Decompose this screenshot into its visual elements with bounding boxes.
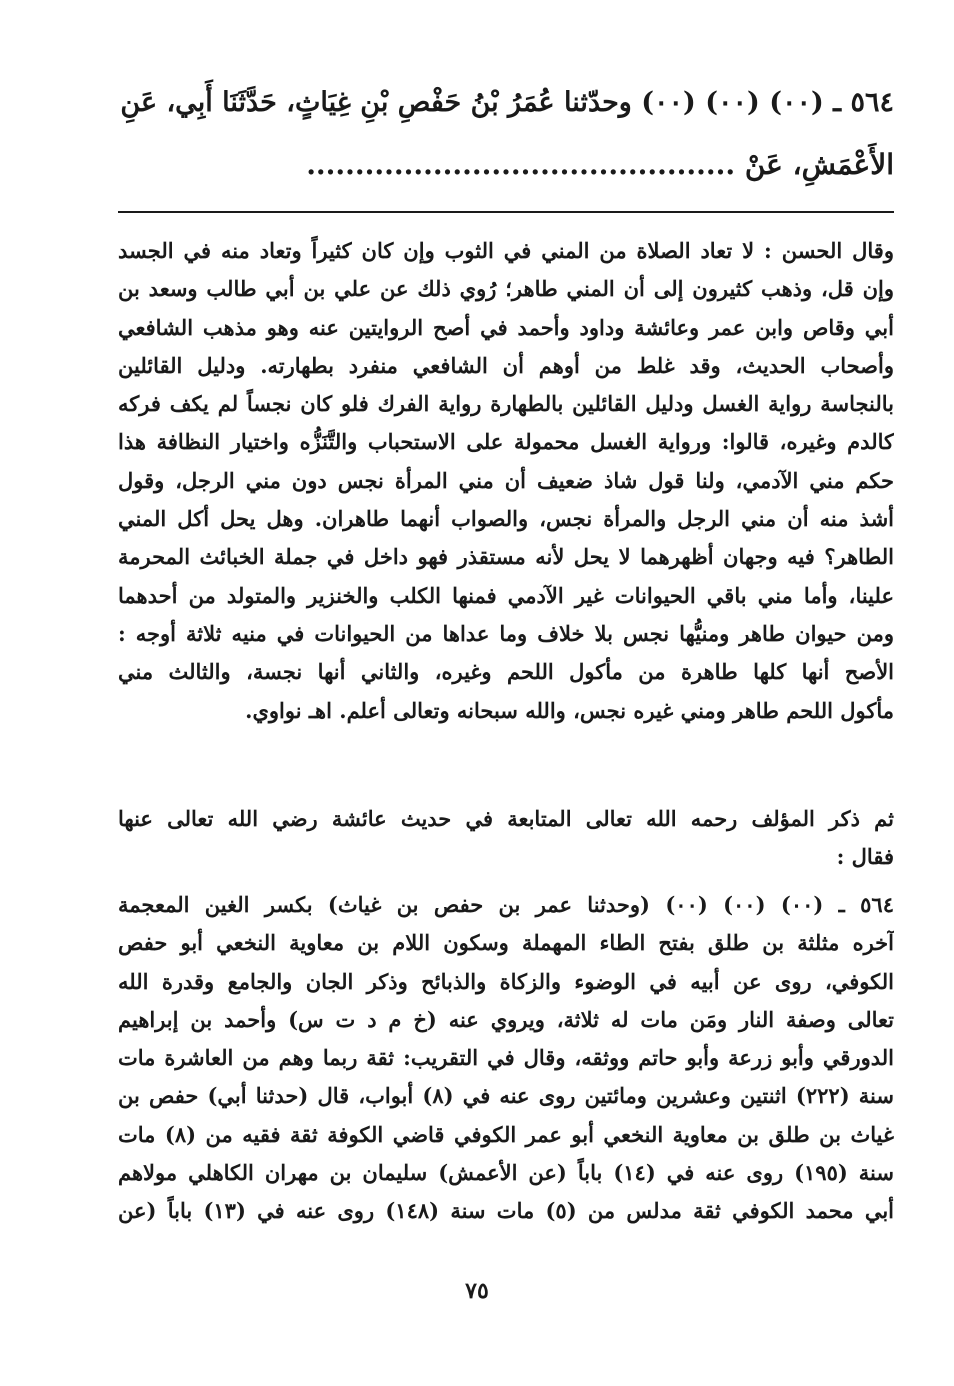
commentary-line: وإن قل، وذهب كثيرون إلى أن المني طاهر؛ رُوي ذلك عن علي بن أبي طالب وسعد بن xyxy=(118,276,894,302)
commentary-line: أشذ منه أن مني الرجل والمرأة نجس، والصواب أنهما طاهران. وهل يحل أكل المني xyxy=(118,506,894,532)
commentary-line: آخره مثلثة بن طلق بفتح الطاء المهملة وسكون اللام بن معاوية النخعي أبو حفص xyxy=(118,930,894,956)
commentary-line: غياث بن طلق بن معاوية النخعي أبو عمر الكوفي قاضي الكوفة ثقة فقيه من (٨) مات xyxy=(118,1121,894,1147)
commentary-line: ٥٦٤ ـ (٠٠) (٠٠) (٠٠) (وحدثنا عمر بن حفص بن غياث) بكسر الغين المعجمة xyxy=(118,892,894,917)
commentary-line: أبي وقاص وابن عمر وعائشة وداود وأحمد في أصح الروايتين عنه وهو مذهب الشافعي xyxy=(118,314,894,340)
nawawi-commentary xyxy=(118,232,894,730)
commentary-line: سنة (١٩٥) روى عنه في (١٤) باباً (عن الأعمش) سليمان بن مهران الكاهلي مولاهم xyxy=(118,1160,894,1186)
commentary-line: الدورقي وأبو زرعة وأبو حاتم ووثقه، وقال في التقريب: ثقة ربما وهم من العاشرة مات xyxy=(118,1045,894,1071)
commentary-line: وأصحاب الحديث، وقد غلط من أوهم أن الشافعي منفرد بطهارته. ودليل القائلين xyxy=(118,352,894,378)
hadith-commentary xyxy=(118,886,894,1231)
commentary-line: تعالى وصفة النار ومَن مات له ثلاثة، ويروي عنه (خ م د ت س) وأحمد بن إبراهيم xyxy=(118,1006,894,1032)
commentary-line: علينا، وأما مني باقي الحيوانات غير الآدمي فمنها الكلب والخنزير والمتولد من أحدهما xyxy=(118,582,894,608)
commentary-line: الطاهر؟ فيه وجهان أظهرهما لا يحل لأنه مستقذر فهو داخل في جملة الخبائث المحرمة xyxy=(118,544,894,570)
hadith-line: الأَعْمَشِ، عَنْ ............................................ xyxy=(306,148,894,181)
hadith-text xyxy=(118,72,894,196)
hadith-line: ٥٦٤ ـ (٠٠) (٠٠) (٠٠) وحدّثنا عُمَرُ بْنُ حَفْصِ بْنِ غِيَاثٍ، حَدَّثَنَا أَبِي، عَنِ xyxy=(120,87,894,118)
section-divider xyxy=(118,211,894,213)
transition-paragraph xyxy=(118,800,894,877)
commentary-line: وقال الحسن : لا تعاد الصلاة من المني في الثوب وإن كان كثيراً وتعاد منه في الجسد xyxy=(118,238,894,263)
commentary-line: الكوفي، روى عن أبيه في الوضوء والزكاة والذبائح وذكر الجان والجامع وقدرة الله xyxy=(118,968,894,994)
commentary-line: الأصح أنها كلها طاهرة من مأكول اللحم وغيره، والثاني أنها نجسة، والثالث مني xyxy=(118,659,894,685)
commentary-line: كالدم وغيره، قالوا: ورواية الغسل محمولة على الاستحباب والتَّنَزُّه واختيار النظافة هذا xyxy=(118,429,894,455)
transition-line: ثم ذكر المؤلف رحمه الله تعالى المتابعة في حديث عائشة رضي الله تعالى عنها xyxy=(118,806,894,831)
page-number: ٧٥ xyxy=(465,1278,489,1304)
transition-line: فقال : xyxy=(836,844,894,870)
commentary-line: بالنجاسة رواية الغسل ودليل القائلين بالطهارة رواية الفرك فلو كان نجساً لم يكف فركه xyxy=(118,391,894,417)
commentary-line: سنة (٢٢٢) اثنتين وعشرين ومائتين روى عنه في (٨) أبواب، قال (حدثنا أبي) حفص بن xyxy=(118,1083,894,1109)
commentary-line: ومن حيوان طاهر ومنيُّها نجس بلا خلاف وما عداها من الحيوانات في منيه ثلاثة أوجه : xyxy=(118,620,894,646)
commentary-line: حكم مني الآدمي، ولنا قول شاذ ضعيف أن مني المرأة نجس دون مني الرجل، وقول xyxy=(118,467,894,493)
commentary-line: مأكول اللحم طاهر ومني غيره نجس، والله سبحانه وتعالى أعلم. اهـ نواوي. xyxy=(245,697,894,723)
commentary-line: أبي محمد الكوفي ثقة مدلس من (٥) مات سنة (١٤٨) روى عنه في (١٣) باباً (عن xyxy=(118,1198,894,1224)
